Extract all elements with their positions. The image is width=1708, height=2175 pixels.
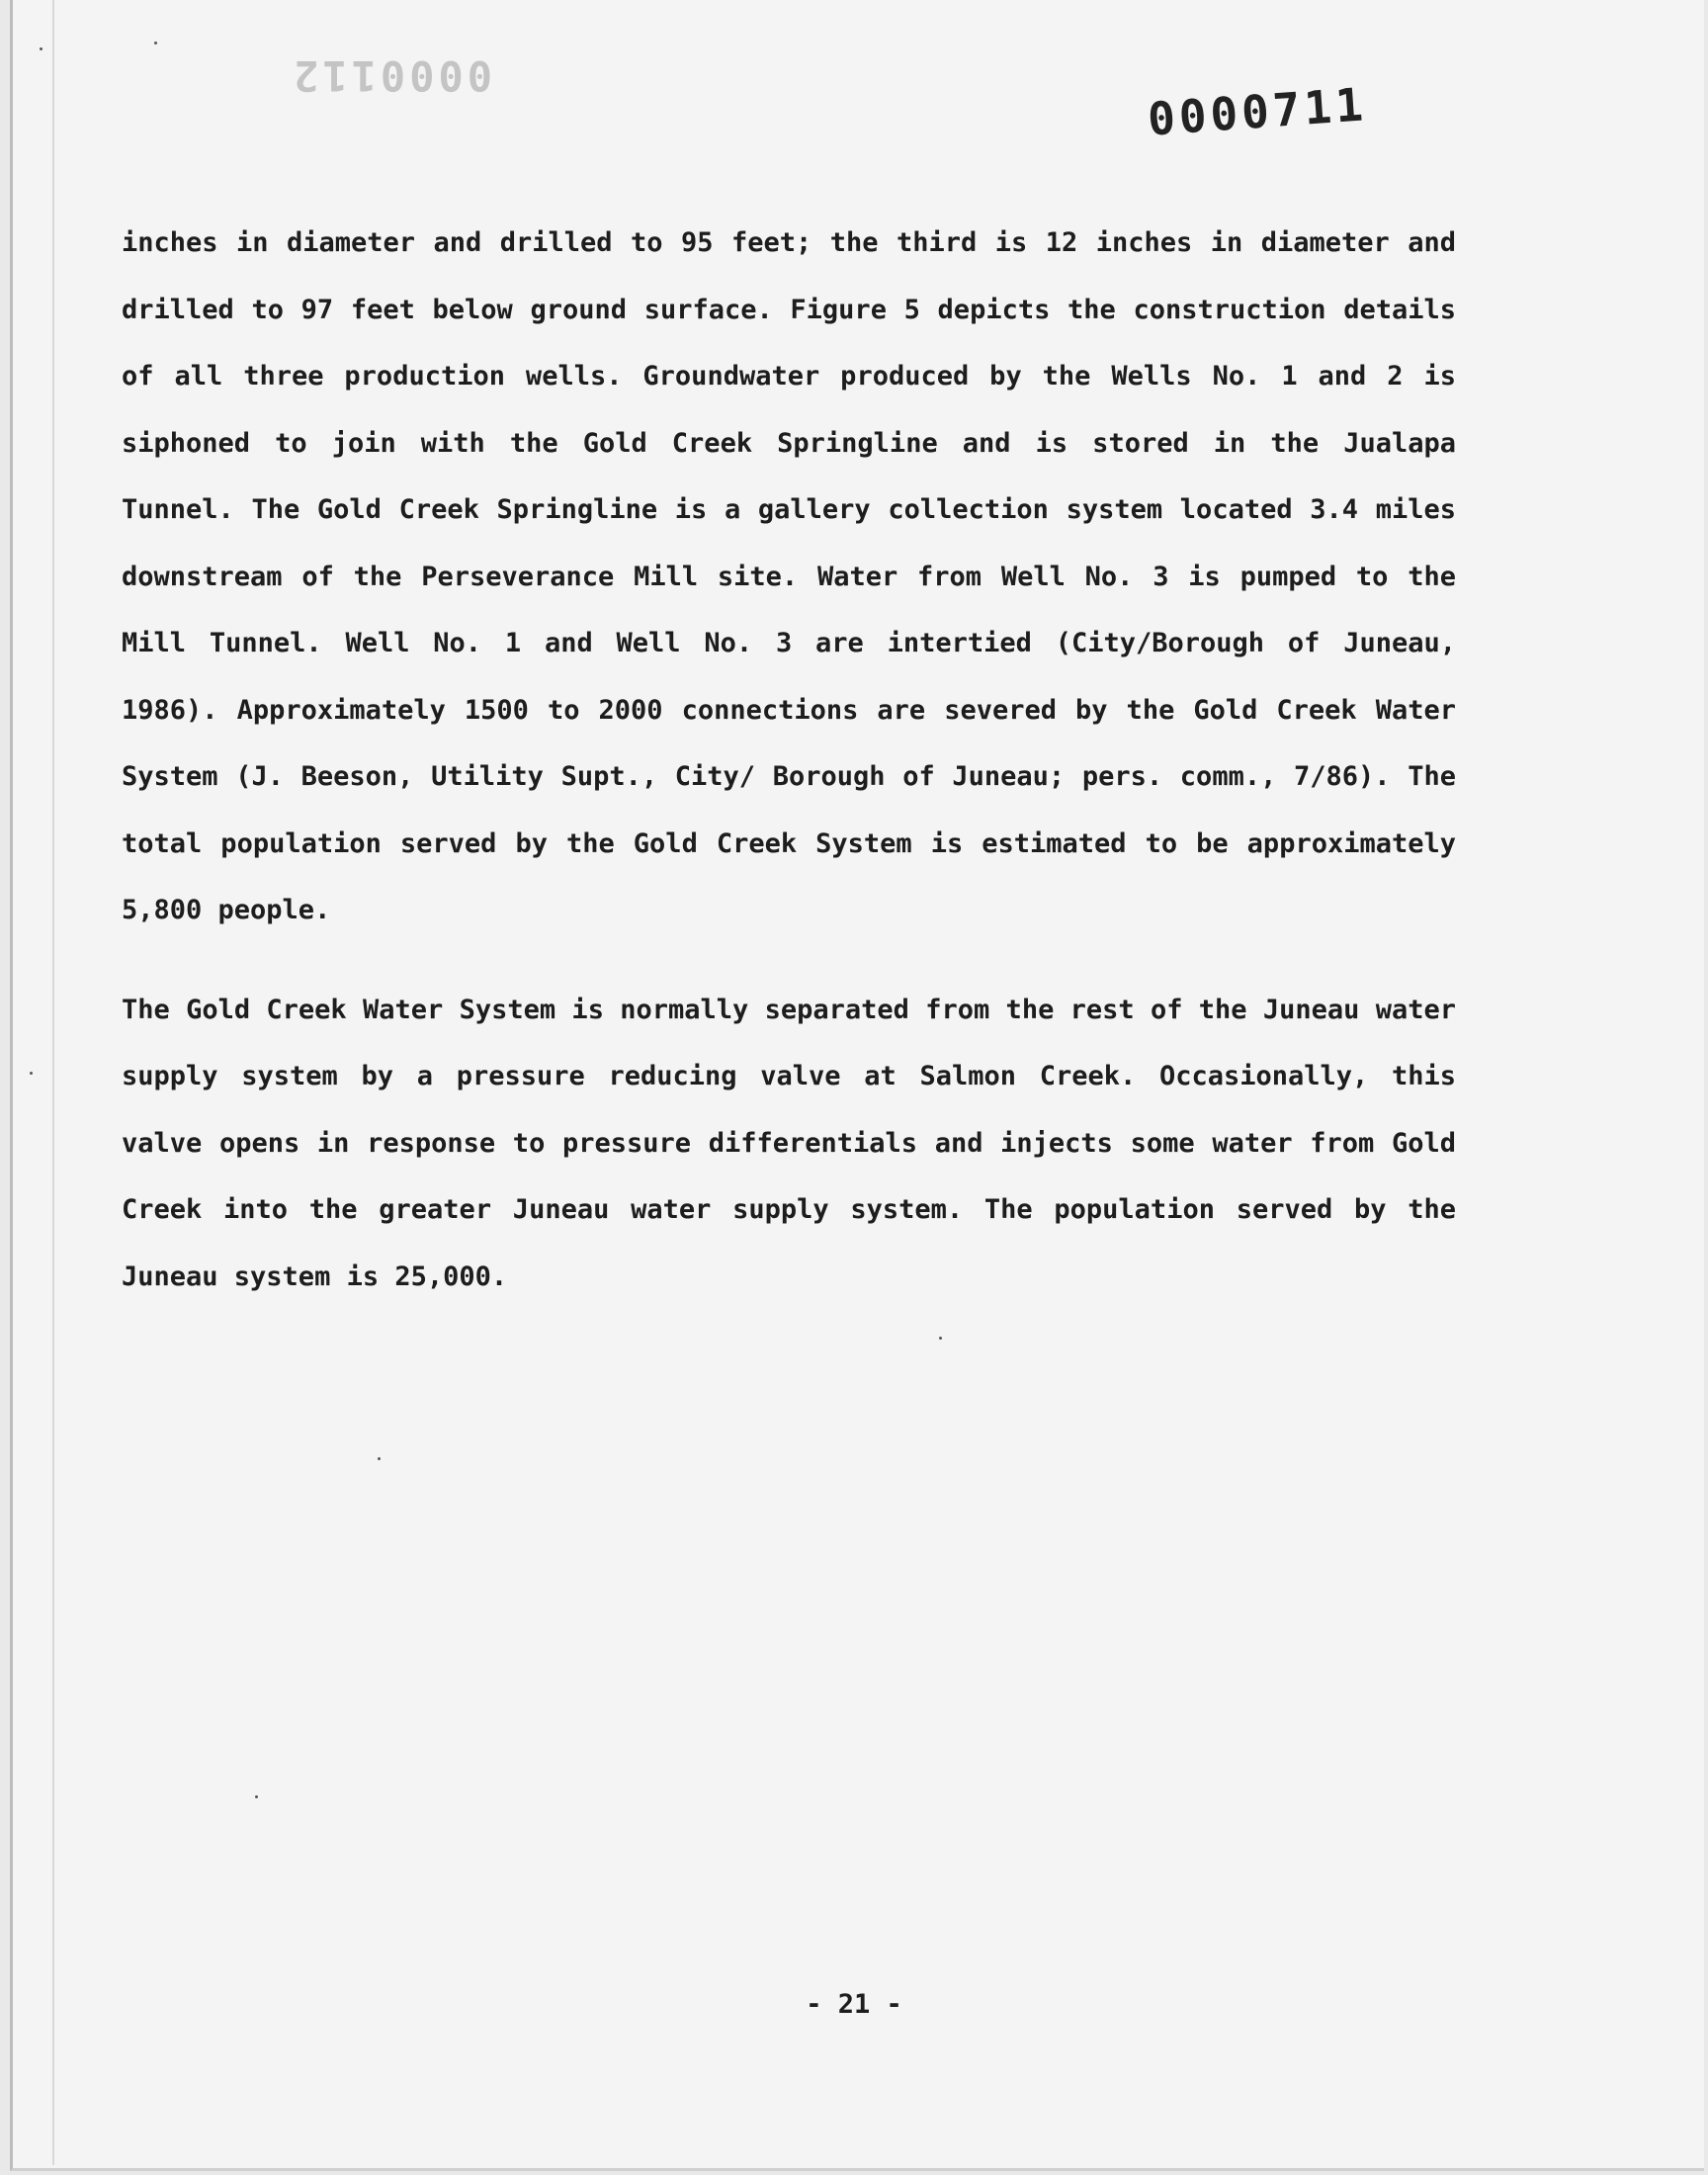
paragraph-1: inches in diameter and drilled to 95 feet; the third is 12 inches in diameter and drilled to 97 feet below ground surface. Figure 5 depicts the construction details of all three production wells. Groundwater produced by the Wells No. 1 and 2 is siphoned to join with the Gold Creek Springline and is stored in the Jualapa Tunnel. The Gold Creek Springline is a gallery collection system located 3.4 miles downstream of the Perseverance Mill site. Water from Well No. 3 is pumped to the Mill Tunnel. Well No. 1 and Well No. 3 are intertied (City/Borough of Juneau, 1986). Approximately 1500 to 2000 connections are severed by the Gold Creek Water System (J. Beeson, Utility Supt., City/ Borough of Juneau; pers. comm., 7/86). The total population served by the Gold Creek System is estimated to be approximately 5,800 people.: [122, 227, 1456, 925]
bleed-through-stamp: 0000112: [290, 51, 493, 100]
scan-speck: [154, 42, 157, 44]
scan-speck: [939, 1337, 942, 1340]
scan-speck: [40, 47, 43, 50]
scan-speck: [30, 1072, 33, 1075]
scan-speck: [255, 1795, 258, 1798]
document-number-stamp: 0000711: [1146, 77, 1369, 146]
paragraph-2: The Gold Creek Water System is normally separated from the rest of the Juneau water supply system by a pressure reducing valve at Salmon Creek. Occasionally, this valve opens in response to pressure differentials and injects some water from Gold Creek into the greater Juneau water supply system. The population served by the Juneau system is 25,000.: [122, 994, 1456, 1292]
document-page: [10, 0, 1704, 2171]
scan-speck: [378, 1457, 381, 1460]
page-number: - 21 -: [806, 1989, 902, 2020]
body-text: [122, 210, 1456, 1310]
